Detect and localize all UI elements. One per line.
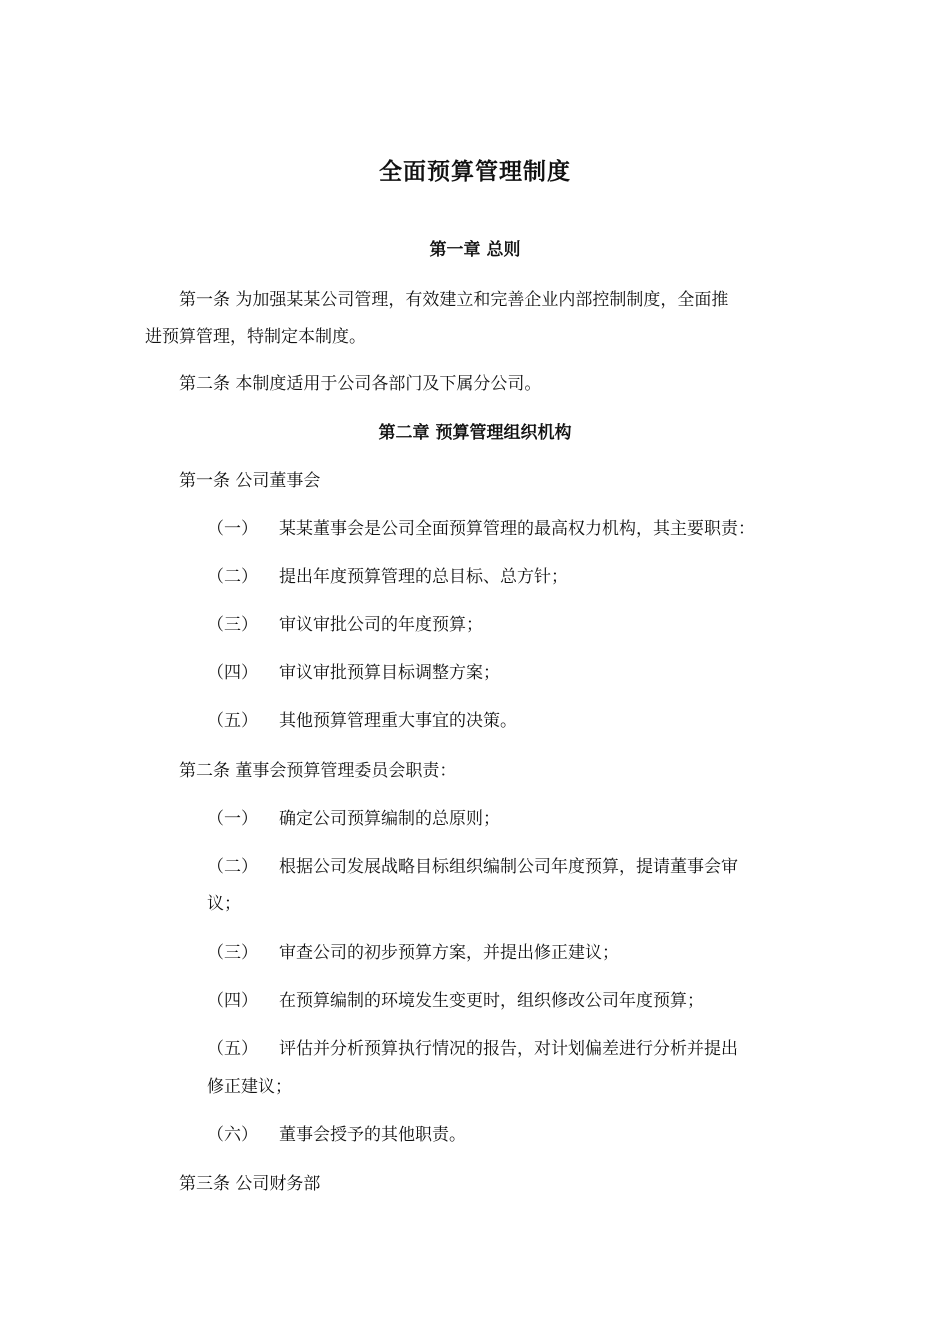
ch2-a1-item-text: 审议审批预算目标调整方案； <box>279 663 500 683</box>
ch2-a2-item-text: 根据公司发展战略目标组织编制公司年度预算，提请董事会审 <box>279 857 738 877</box>
ch2-a2-item-num: （五） <box>207 1039 258 1059</box>
document-title: 全面预算管理制度 <box>379 159 571 185</box>
chapter-2-heading: 第二章 预算管理组织机构 <box>378 423 572 443</box>
ch1-article1-line1: 第一条 为加强某某公司管理，有效建立和完善企业内部控制制度，全面推 <box>179 290 729 310</box>
ch2-a2-item-num: （四） <box>207 991 258 1011</box>
ch2-a1-item-num: （二） <box>207 567 258 587</box>
ch2-a2-item-text: 审查公司的初步预算方案，并提出修正建议； <box>279 943 619 963</box>
ch1-article2: 第二条 本制度适用于公司各部门及下属分公司。 <box>179 374 542 394</box>
ch1-article1-line2: 进预算管理，特制定本制度。 <box>145 327 366 347</box>
ch2-a2-item-text: 董事会授予的其他职责。 <box>279 1125 466 1145</box>
ch2-a2-item-continuation: 议； <box>207 894 241 914</box>
ch2-a1-item-num: （五） <box>207 711 258 731</box>
ch2-a2-item-text: 确定公司预算编制的总原则； <box>279 809 500 829</box>
ch2-a1-item-text: 审议审批公司的年度预算； <box>279 615 483 635</box>
ch2-article2-heading: 第二条 董事会预算管理委员会职责： <box>179 761 457 781</box>
ch2-a2-item-text: 在预算编制的环境发生变更时，组织修改公司年度预算； <box>279 991 704 1011</box>
ch2-a1-item-text: 某某董事会是公司全面预算管理的最高权力机构，其主要职责： <box>279 519 755 539</box>
ch2-article3-heading: 第三条 公司财务部 <box>179 1174 321 1194</box>
ch2-a1-item-text: 提出年度预算管理的总目标、总方针； <box>279 567 568 587</box>
ch2-a2-item-continuation: 修正建议； <box>207 1077 292 1097</box>
ch2-a2-item-num: （一） <box>207 809 258 829</box>
ch2-a2-item-num: （六） <box>207 1125 258 1145</box>
ch2-a2-item-text: 评估并分析预算执行情况的报告，对计划偏差进行分析并提出 <box>279 1039 738 1059</box>
chapter-1-heading: 第一章 总则 <box>429 240 521 260</box>
ch2-article1-heading: 第一条 公司董事会 <box>179 471 321 491</box>
ch2-a1-item-num: （四） <box>207 663 258 683</box>
ch2-a2-item-num: （三） <box>207 943 258 963</box>
ch2-a1-item-num: （三） <box>207 615 258 635</box>
ch2-a1-item-text: 其他预算管理重大事宜的决策。 <box>279 711 517 731</box>
ch2-a1-item-num: （一） <box>207 519 258 539</box>
ch2-a2-item-num: （二） <box>207 857 258 877</box>
